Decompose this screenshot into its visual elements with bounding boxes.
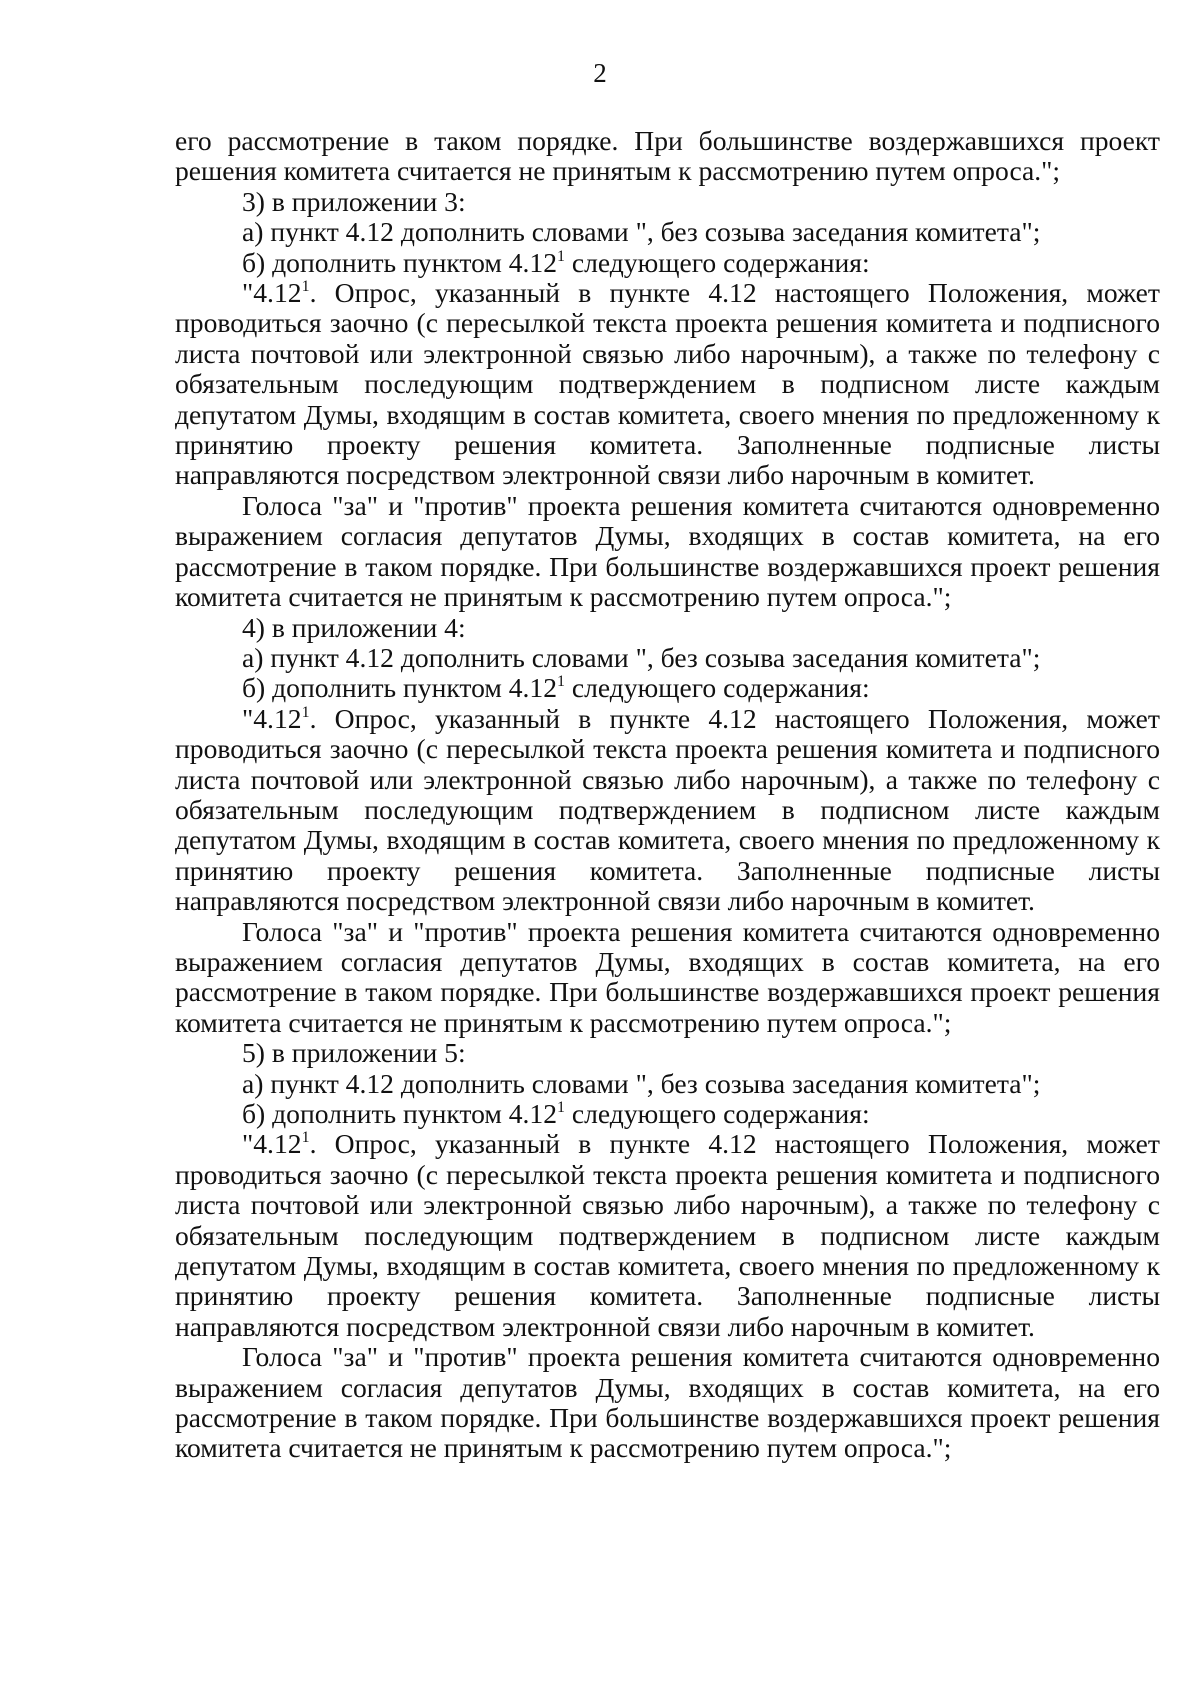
paragraph — [175, 704, 1160, 917]
paragraph — [175, 217, 1160, 247]
paragraph-text: "4.12 — [242, 277, 302, 309]
paragraph — [175, 1099, 1160, 1129]
paragraph-text: б) дополнить пунктом 4.12 — [242, 672, 557, 704]
paragraph-text: а) пункт 4.12 дополнить словами ", без созыва заседания комитета"; — [242, 641, 1041, 673]
paragraph — [175, 1069, 1160, 1099]
paragraph-text: "4.12 — [242, 1128, 302, 1160]
paragraph — [175, 1342, 1160, 1464]
paragraph — [175, 126, 1160, 187]
paragraph — [175, 491, 1160, 613]
paragraph — [175, 673, 1160, 703]
paragraph-text: а) пункт 4.12 дополнить словами ", без созыва заседания комитета"; — [242, 216, 1041, 248]
paragraph-text: Голоса "за" и "против" проекта решения комитета считаются одновременно выражением согласия депутатов Думы, входящих в состав комитета, на его рассмотрение в таком порядке. При большинстве воздержавшихся проект решения комитета считается не принятым к рассмотрению путем опроса."; — [175, 1341, 1160, 1464]
superscript: 1 — [557, 1099, 565, 1116]
paragraph-text-continued: следующего содержания: — [565, 246, 870, 278]
paragraph-text: Голоса "за" и "против" проекта решения комитета считаются одновременно выражением согласия депутатов Думы, входящих в состав комитета, на его рассмотрение в таком порядке. При большинстве воздержавшихся проект решения комитета считается не принятым к рассмотрению путем опроса."; — [175, 915, 1160, 1038]
paragraph — [175, 1129, 1160, 1342]
document-body — [175, 126, 1160, 1464]
superscript: 1 — [557, 673, 565, 691]
superscript: 1 — [301, 703, 310, 721]
paragraph-text-continued: . Опрос, указанный в пункте 4.12 настоящего Положения, может проводиться заочно (с пересылкой текста проекта решения комитета и подписного листа почтовой или электронной связью либо нарочным), а также по телефону с обязательным последующим подтверждением в подписном листе каждым депутатом Думы, входящим в состав комитета, своего мнения по предложенному к принятию проекту решения комитета. Заполненные подписные листы направляются посредством электронной связи либо нарочным в комитет. — [175, 1128, 1160, 1342]
paragraph-text-continued: . Опрос, указанный в пункте 4.12 настоящего Положения, может проводиться заочно (с пересылкой текста проекта решения комитета и подписного листа почтовой или электронной связью либо нарочным), а также по телефону с обязательным последующим подтверждением в подписном листе каждым депутатом Думы, входящим в состав комитета, своего мнения по предложенному к принятию проекту решения комитета. Заполненные подписные листы направляются посредством электронной связи либо нарочным в комитет. — [175, 702, 1160, 917]
paragraph-text-continued: . Опрос, указанный в пункте 4.12 настоящего Положения, может проводиться заочно (с пересылкой текста проекта решения комитета и подписного листа почтовой или электронной связью либо нарочным), а также по телефону с обязательным последующим подтверждением в подписном листе каждым депутатом Думы, входящим в состав комитета, своего мнения по предложенному к принятию проекту решения комитета. Заполненные подписные листы направляются посредством электронной связи либо нарочным в комитет. — [175, 277, 1160, 491]
paragraph-text-continued: следующего содержания: — [565, 1098, 870, 1129]
superscript: 1 — [557, 247, 565, 265]
paragraph-text: "4.12 — [242, 702, 302, 734]
paragraph-text: 5) в приложении 5: — [242, 1037, 466, 1069]
superscript: 1 — [301, 278, 310, 296]
paragraph — [175, 187, 1160, 217]
paragraph — [175, 613, 1160, 643]
paragraph — [175, 643, 1160, 673]
paragraph-text: б) дополнить пунктом 4.12 — [242, 246, 557, 278]
page-number: 2 — [593, 58, 607, 88]
paragraph — [175, 248, 1160, 278]
paragraph-text: его рассмотрение в таком порядке. При большинстве воздержавшихся проект решения комитета считается не принятым к рассмотрению путем опроса."; — [175, 125, 1160, 187]
paragraph — [175, 1038, 1160, 1068]
paragraph-text: Голоса "за" и "против" проекта решения комитета считаются одновременно выражением согласия депутатов Думы, входящих в состав комитета, на его рассмотрение в таком порядке. При большинстве воздержавшихся проект решения комитета считается не принятым к рассмотрению путем опроса."; — [175, 489, 1160, 613]
superscript: 1 — [301, 1129, 310, 1147]
paragraph-text: 3) в приложении 3: — [242, 185, 466, 217]
paragraph-text: а) пункт 4.12 дополнить словами ", без созыва заседания комитета"; — [242, 1067, 1041, 1099]
paragraph — [175, 278, 1160, 491]
paragraph-text: б) дополнить пунктом 4.12 — [242, 1098, 557, 1129]
paragraph-text: 4) в приложении 4: — [242, 611, 466, 643]
paragraph-text-continued: следующего содержания: — [565, 672, 870, 704]
paragraph — [175, 917, 1160, 1039]
